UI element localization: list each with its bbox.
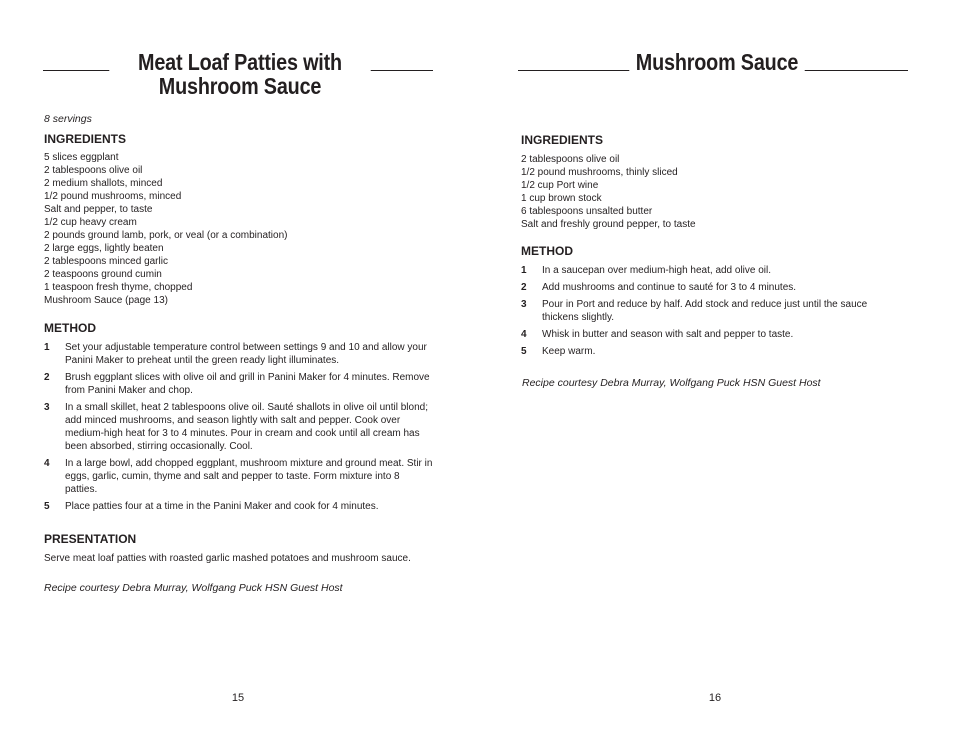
ingredient-item: 1 cup brown stock bbox=[521, 193, 602, 204]
page-title-line: Meat Loaf Patties with bbox=[138, 49, 342, 75]
method-steps bbox=[521, 264, 906, 362]
ingredient-item: 6 tablespoons unsalted butter bbox=[521, 206, 653, 217]
method-step bbox=[44, 457, 434, 496]
ingredient-item: 2 teaspoons ground cumin bbox=[44, 269, 162, 280]
page-title bbox=[629, 50, 804, 74]
step-text: Add mushrooms and continue to sauté for 3 to 4 minutes. bbox=[542, 282, 797, 293]
page-number: 16 bbox=[708, 692, 722, 704]
step-text: Brush eggplant slices with olive oil and grill in Panini Maker for 4 minutes. Remove from Panini Maker and chop. bbox=[65, 372, 430, 396]
ingredient-item: 2 tablespoons minced garlic bbox=[44, 256, 168, 267]
ingredient-item: Mushroom Sauce (page 13) bbox=[44, 295, 168, 306]
presentation-heading: PRESENTATION bbox=[44, 532, 137, 546]
ingredient-item: 1 teaspoon fresh thyme, chopped bbox=[44, 282, 193, 293]
step-number: 4 bbox=[44, 458, 50, 469]
method-step bbox=[44, 371, 434, 397]
method-step bbox=[521, 298, 906, 324]
step-text: In a large bowl, add chopped eggplant, mushroom mixture and ground meat. Stir in eggs, garlic, cumin, thyme and salt and pepper to taste. Form mixture into 8 patties. bbox=[65, 458, 433, 495]
page-title bbox=[109, 50, 370, 98]
step-number: 1 bbox=[44, 342, 50, 353]
ingredient-item: 2 pounds ground lamb, pork, or veal (or a combination) bbox=[44, 230, 288, 241]
step-text: Pour in Port and reduce by half. Add stock and reduce just until the sauce thickens slightly. bbox=[542, 299, 868, 323]
step-number: 4 bbox=[521, 329, 527, 340]
step-text: Whisk in butter and season with salt and pepper to taste. bbox=[542, 329, 794, 340]
method-step bbox=[521, 345, 906, 358]
method-steps bbox=[44, 341, 434, 517]
page-title-line: Mushroom Sauce bbox=[158, 73, 322, 99]
ingredients-list bbox=[521, 153, 696, 231]
method-step bbox=[521, 281, 906, 294]
method-heading: METHOD bbox=[44, 321, 96, 335]
ingredient-item: 1/2 cup Port wine bbox=[521, 180, 599, 191]
ingredient-item: 1/2 cup heavy cream bbox=[44, 217, 137, 228]
step-number: 5 bbox=[44, 501, 50, 512]
step-number: 3 bbox=[44, 402, 50, 413]
step-number: 3 bbox=[521, 299, 527, 310]
step-number: 5 bbox=[521, 346, 527, 357]
ingredients-list bbox=[44, 151, 287, 307]
step-text: In a small skillet, heat 2 tablespoons olive oil. Sauté shallots in olive oil until blond; add minced mushrooms, and season lightly with salt and pepper. Cook over medium-high heat for 3 to 4 minutes. Pour in cream and cook until all cream has been absorbed, stirring occasionally. Cool. bbox=[65, 402, 428, 452]
ingredient-item: 2 tablespoons olive oil bbox=[44, 165, 143, 176]
method-step bbox=[521, 264, 906, 277]
step-text: In a saucepan over medium-high heat, add olive oil. bbox=[542, 265, 772, 276]
ingredient-item: 2 medium shallots, minced bbox=[44, 178, 163, 189]
servings-text: 8 servings bbox=[44, 113, 92, 125]
ingredient-item: 5 slices eggplant bbox=[44, 152, 119, 163]
recipe-credit: Recipe courtesy Debra Murray, Wolfgang Puck HSN Guest Host bbox=[522, 377, 821, 389]
ingredients-heading: INGREDIENTS bbox=[44, 132, 127, 146]
ingredient-item: 1/2 pound mushrooms, minced bbox=[44, 191, 182, 202]
step-text: Place patties four at a time in the Panini Maker and cook for 4 minutes. bbox=[65, 501, 379, 512]
step-text: Set your adjustable temperature control between settings 9 and 10 and allow your Panini Maker to preheat until the green ready light illuminates. bbox=[65, 342, 427, 366]
ingredient-item: 2 large eggs, lightly beaten bbox=[44, 243, 164, 254]
presentation-text: Serve meat loaf patties with roasted garlic mashed potatoes and mushroom sauce. bbox=[44, 553, 411, 564]
method-step bbox=[44, 500, 434, 513]
ingredient-item: Salt and pepper, to taste bbox=[44, 204, 153, 215]
recipe-credit: Recipe courtesy Debra Murray, Wolfgang Puck HSN Guest Host bbox=[44, 582, 343, 594]
right-page bbox=[477, 0, 954, 738]
method-step bbox=[44, 341, 434, 367]
ingredient-item: 1/2 pound mushrooms, thinly sliced bbox=[521, 167, 678, 178]
ingredients-heading: INGREDIENTS bbox=[521, 133, 604, 147]
step-number: 2 bbox=[44, 372, 50, 383]
page-title-line: Mushroom Sauce bbox=[635, 49, 799, 75]
ingredient-item: Salt and freshly ground pepper, to taste bbox=[521, 219, 696, 230]
method-step bbox=[44, 401, 434, 453]
step-text: Keep warm. bbox=[542, 346, 596, 357]
method-heading: METHOD bbox=[521, 244, 573, 258]
ingredient-item: 2 tablespoons olive oil bbox=[521, 154, 620, 165]
step-number: 1 bbox=[521, 265, 527, 276]
method-step bbox=[521, 328, 906, 341]
step-number: 2 bbox=[521, 282, 527, 293]
page-number: 15 bbox=[231, 692, 245, 704]
